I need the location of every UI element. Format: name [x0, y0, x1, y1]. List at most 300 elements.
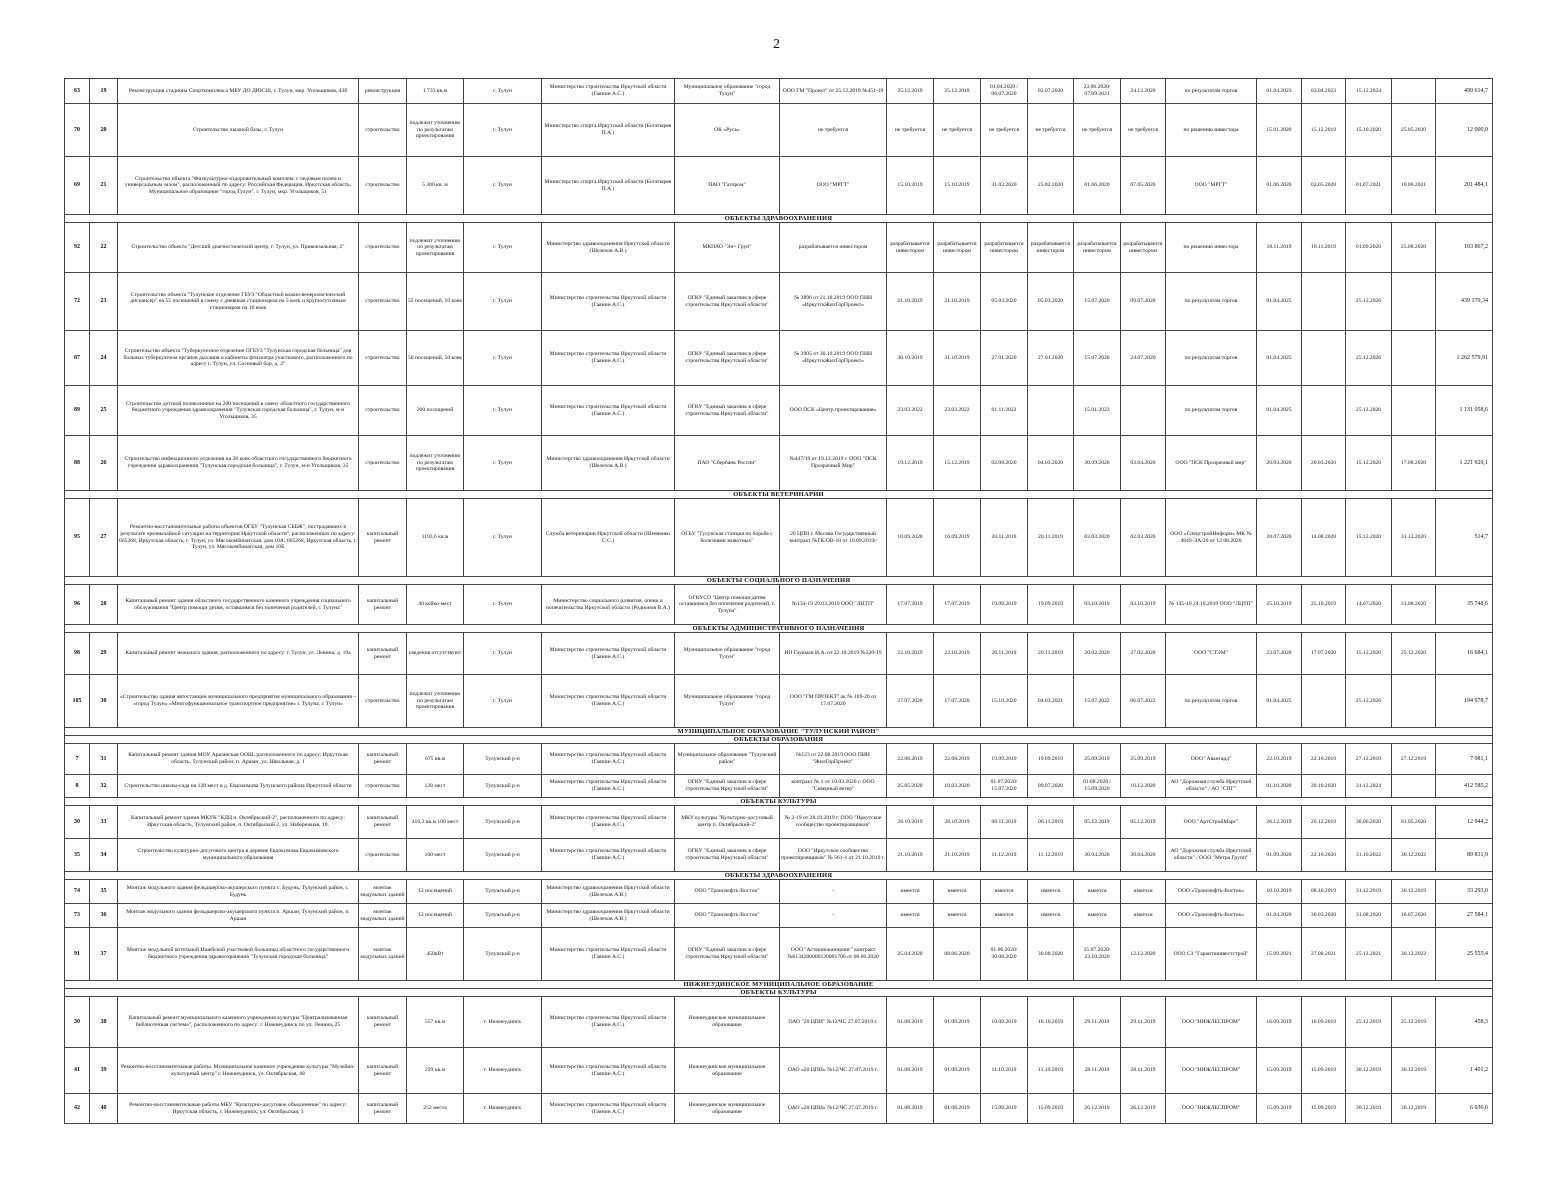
- cell-start-date-actual: 08.10.2019: [1302, 880, 1346, 904]
- cell-capacity: 675 кв.м: [407, 744, 464, 775]
- cell-object-name: Монтаж модульного здания фельдшерско-акушерского пункта с. Будунь, Тулунский район, с. Будунь: [118, 880, 359, 904]
- cell-end-date-actual: [1392, 386, 1436, 436]
- cell-object-name: Капитальный ремонт здания МКУК "КДЦ п. Октябрьский-2", расположенного по адресу: Иркутская область, Тулунский район, п. Октябрьский 2, ул. Набережная, 10.: [118, 806, 359, 839]
- cell-work-type: капитальный ремонт: [359, 744, 407, 775]
- cell-date-4: 25.02.2020: [1028, 157, 1074, 215]
- cell-date-2: 17.07.2019: [934, 585, 981, 625]
- cell-capacity: 410,2 кв.м 100 мест: [407, 806, 464, 839]
- cell-design-contractor: ООО "Астекинжиниринг" контракт №0134200000120001706 от 08.06.2020: [780, 928, 887, 981]
- section-header: НИЖНЕУДИНСКОЕ МУНИЦИПАЛЬНОЕ ОБРАЗОВАНИЕ: [65, 981, 1493, 989]
- cell-start-date: 26.12.2019: [1257, 806, 1302, 839]
- section-header: ОБЪЕКТЫ ОБРАЗОВАНИЯ: [65, 736, 1493, 744]
- cell-capacity: 128 мест: [407, 775, 464, 798]
- cell-date-1: 01.08.2019: [887, 1094, 934, 1124]
- cell-capacity: 1193,6 кв.м: [407, 499, 464, 577]
- cell-date-5: 23.06.2020/ 07.09.2021: [1074, 79, 1121, 104]
- cell-cost: 458,3: [1436, 997, 1493, 1048]
- cell-start-date-actual: 30.03.2020: [1302, 904, 1346, 928]
- cell-end-date-actual: 25.08.2020: [1392, 223, 1436, 273]
- cell-end-date: 30.06.2020: [1346, 806, 1392, 839]
- cell-item-number: 24: [90, 331, 118, 386]
- cell-date-6: 09.07.2020: [1121, 273, 1166, 331]
- cell-work-type: строительство: [359, 386, 407, 436]
- cell-start-date-actual: 25.10.2019: [1302, 585, 1346, 625]
- table-row: [65, 79, 1493, 104]
- cell-date-3: имеется: [981, 880, 1028, 904]
- cell-date-2: 21.10.2019: [934, 273, 981, 331]
- cell-date-6: 26.12.2019: [1121, 1094, 1166, 1124]
- section-header: ОБЪЕКТЫ КУЛЬТУРЫ: [65, 989, 1493, 997]
- cell-customer: ОГКУ "Единый заказчик в сфере строительства Иркутской области": [675, 839, 780, 872]
- cell-location: г. Тулун: [464, 386, 542, 436]
- section-header: МУНИЦИПАЛЬНОЕ ОБРАЗОВАНИЕ "ТУЛУНСКИЙ РАЙОН": [65, 728, 1493, 736]
- cell-date-4: 19.09.2019: [1028, 744, 1074, 775]
- cell-end-date: 30.12.2019: [1346, 1048, 1392, 1094]
- cell-date-1: 30.10.2019: [887, 331, 934, 386]
- cell-date-6: 06.07.2022: [1121, 675, 1166, 728]
- section-header: ОБЪЕКТЫ СОЦИАЛЬНОГО НАЗНАЧЕНИЯ: [65, 577, 1493, 585]
- cell-item-number: 31: [90, 744, 118, 775]
- cell-row-index: 72: [65, 273, 90, 331]
- cell-responsible-ministry: Министерство строительства Иркутской области (Гаянин А.С.): [542, 744, 675, 775]
- section-header: ОБЪЕКТЫ ЗДРАВООХРАНЕНИЯ: [65, 872, 1493, 880]
- cell-start-date: 01.04.2025: [1257, 331, 1302, 386]
- cell-contractor: по результатам торгов: [1166, 675, 1257, 728]
- cell-contractor: по результатам торгов: [1166, 331, 1257, 386]
- cell-start-date: 15.09.2021: [1257, 928, 1302, 981]
- cell-item-number: 40: [90, 1094, 118, 1124]
- cell-row-index: 8: [65, 775, 90, 798]
- cell-work-type: строительство: [359, 331, 407, 386]
- cell-contractor: по результатам торгов: [1166, 273, 1257, 331]
- cell-start-date-actual: 22.10.2020: [1302, 839, 1346, 872]
- cell-date-1: 27.07.2020: [887, 675, 934, 728]
- cell-end-date: 15.12.2024: [1346, 79, 1392, 104]
- cell-start-date: 10.10.2019: [1257, 880, 1302, 904]
- cell-location: Тулунский р-н: [464, 928, 542, 981]
- table-row: [65, 273, 1493, 331]
- cell-date-2: 16.09.2019: [934, 499, 981, 577]
- cell-location: г. Нижнеудинск: [464, 1094, 542, 1124]
- cell-object-name: Строительство школы-сада на 128 мест в д. Евдокимова Тулунского района Иркутской области: [118, 775, 359, 798]
- cell-date-2: имеется: [934, 904, 981, 928]
- cell-row-index: 87: [65, 331, 90, 386]
- cell-location: г. Тулун: [464, 104, 542, 157]
- cell-capacity: 1 733 кв.м: [407, 79, 464, 104]
- objects-table: [64, 78, 1493, 1124]
- cell-responsible-ministry: Министерство строительства Иркутской области (Гаянин А.С.): [542, 273, 675, 331]
- cell-end-date: 31.10.2022: [1346, 839, 1392, 872]
- cell-date-2: 15.12.2019: [934, 436, 981, 491]
- cell-date-5: 15.07.2020: [1074, 331, 1121, 386]
- cell-end-date: 25.12.2026: [1346, 273, 1392, 331]
- cell-date-3: 19.09.2019: [981, 744, 1028, 775]
- cell-customer: Муниципальное образование "Тулунский район": [675, 744, 780, 775]
- page-number: 2: [773, 37, 780, 52]
- cell-date-5: 05.12.2019: [1074, 806, 1121, 839]
- cell-start-date-actual: 02.05.2020: [1302, 157, 1346, 215]
- cell-row-index: 95: [65, 499, 90, 577]
- cell-location: г. Тулун: [464, 585, 542, 625]
- cell-date-6: [1121, 386, 1166, 436]
- cell-design-contractor: ОАО "20 ЦПИ" №12/ЧС 27.07.2019 г.: [780, 997, 887, 1048]
- cell-customer: МКУ культуры "Культурно-досуговый центр п. Октябрьский-2": [675, 806, 780, 839]
- cell-date-4: 19.09.2019: [1028, 585, 1074, 625]
- cell-location: Тулунский р-н: [464, 775, 542, 798]
- cell-date-3: 20.11.2019: [981, 499, 1028, 577]
- cell-date-1: 25.12.2019: [887, 79, 934, 104]
- cell-end-date: 30.12.2019: [1346, 1094, 1392, 1124]
- cell-object-name: Капитальный ремонт муниципального казенного учреждения культуры "Централизованная библиотечная система", расположенного по адресу: г. Нижнеудинск по ул. Ленина, 25: [118, 997, 359, 1048]
- cell-start-date: 16.09.2019: [1257, 997, 1302, 1048]
- cell-contractor: по решению инвестора: [1166, 104, 1257, 157]
- table-row: [65, 806, 1493, 839]
- cell-date-1: 28.10.2019: [887, 806, 934, 839]
- cell-design-contractor: № 2-19 от 28.10.2019 г. ООО "Иркутское сообщество проектировщиков": [780, 806, 887, 839]
- cell-start-date-actual: 15.09.2019: [1302, 1048, 1346, 1094]
- cell-item-number: 29: [90, 633, 118, 675]
- cell-contractor: ООО "НИЖЛЕСПРОМ": [1166, 997, 1257, 1048]
- cell-contractor: ООО "НИЖЛЕСПРОМ": [1166, 1094, 1257, 1124]
- cell-date-6: 27.02.2020: [1121, 633, 1166, 675]
- cell-capacity: 450кВт: [407, 928, 464, 981]
- cell-date-6: 03.10.2019: [1121, 585, 1166, 625]
- cell-date-4: 05.03.2020: [1028, 273, 1074, 331]
- cell-end-date-actual: 25.12.2019: [1392, 997, 1436, 1048]
- cell-object-name: Капитальный ремонт здания областного государственного казенного учреждения социального обслуживания "Центр помощи детям, оставшимся без попечения родителей, г. Тулуна": [118, 585, 359, 625]
- cell-work-type: монтаж модульных зданий: [359, 880, 407, 904]
- cell-capacity: подлежит уточнению по результатам проектирования: [407, 675, 464, 728]
- cell-date-4: 27.01.2020: [1028, 331, 1074, 386]
- table-row: [65, 331, 1493, 386]
- cell-date-5: 15.01.2023: [1074, 386, 1121, 436]
- cell-customer: ОГКУ "Единый заказчик в сфере строительства Иркутской области": [675, 386, 780, 436]
- cell-date-2: имеется: [934, 880, 981, 904]
- cell-end-date: 25.12.2026: [1346, 386, 1392, 436]
- cell-location: г. Тулун: [464, 499, 542, 577]
- cell-end-date-actual: 30.12.2019: [1392, 880, 1436, 904]
- cell-contractor: ООО "НИЖЛЕСПРОМ": [1166, 1048, 1257, 1094]
- cell-start-date: 01.04.2025: [1257, 273, 1302, 331]
- cell-capacity: 557 кв.м: [407, 997, 464, 1048]
- cell-date-6: 30.04.2020: [1121, 839, 1166, 872]
- table-row: [65, 675, 1493, 728]
- cell-item-number: 25: [90, 386, 118, 436]
- cell-start-date: 01.04.2020: [1257, 904, 1302, 928]
- table-row: [65, 839, 1493, 872]
- cell-customer: ООО "Транснефть-Восток": [675, 880, 780, 904]
- cell-object-name: Капитальный ремонт здания МОУ Аршанская ООШ, расположенного по адресу: Иркутская область, Тулунский район, п. Аршан, ул. Школьная, д. 1: [118, 744, 359, 775]
- cell-cost: 412 585,2: [1436, 775, 1493, 798]
- cell-date-6: не требуется: [1121, 104, 1166, 157]
- cell-start-date-actual: 15.09.2019: [1302, 1094, 1346, 1124]
- cell-start-date: 15.09.2019: [1257, 1048, 1302, 1094]
- cell-cost: 6 036,6: [1436, 1094, 1493, 1124]
- cell-customer: ОГКУ "Единый заказчик в сфере строительства Иркутской области": [675, 928, 780, 981]
- cell-contractor: ООО "СТЭМ": [1166, 633, 1257, 675]
- cell-row-index: 69: [65, 157, 90, 215]
- cell-date-3: 06.11.2019: [981, 806, 1028, 839]
- cell-date-2: 08.06.2020: [934, 928, 981, 981]
- cell-date-5: не требуется: [1074, 104, 1121, 157]
- cell-cost: 499 614,7: [1436, 79, 1493, 104]
- cell-end-date-actual: 31.08.2020: [1392, 585, 1436, 625]
- cell-work-type: строительство: [359, 839, 407, 872]
- cell-start-date: 01.06.2020: [1257, 157, 1302, 215]
- cell-responsible-ministry: Министерство здравоохранения Иркутской области (Шелехов А.В.): [542, 880, 675, 904]
- cell-date-1: 21.10.2019: [887, 273, 934, 331]
- cell-date-2: 10.03.2020: [934, 775, 981, 798]
- cell-date-3: 02.08.2020: [981, 436, 1028, 491]
- cell-location: Тулунский р-н: [464, 839, 542, 872]
- cell-date-4: имеется: [1028, 904, 1074, 928]
- cell-object-name: Строительство объекта "Детский диагностический центр, г. Тулун, ул. Привокзальная, 2": [118, 223, 359, 273]
- cell-date-6: разрабатывается инвестором: [1121, 223, 1166, 273]
- cell-start-date: 25.10.2019: [1257, 585, 1302, 625]
- cell-location: Тулунский р-н: [464, 904, 542, 928]
- cell-end-date-actual: [1392, 79, 1436, 104]
- cell-end-date-actual: 30.12.2022: [1392, 928, 1436, 981]
- cell-capacity: 5 300 кв. м: [407, 157, 464, 215]
- cell-start-date-actual: 14.08.2020: [1302, 499, 1346, 577]
- cell-date-1: разрабатывается инвестором: [887, 223, 934, 273]
- cell-date-3: 11.10.2019: [981, 1048, 1028, 1094]
- cell-design-contractor: ООО "ГМ ПРОЕКТ" ак № 169-20 от 17.07.2020: [780, 675, 887, 728]
- cell-start-date-actual: 17.07.2020: [1302, 633, 1346, 675]
- cell-design-contractor: разрабатывается инвестором: [780, 223, 887, 273]
- cell-capacity: подлежит уточнению по результатам проектирования: [407, 223, 464, 273]
- cell-start-date: 01.04.2023: [1257, 79, 1302, 104]
- cell-row-index: 30: [65, 997, 90, 1048]
- cell-end-date: 15.12.2020: [1346, 436, 1392, 491]
- cell-design-contractor: ООО ГМ "Проект" от 25.12.2019 №451-19: [780, 79, 887, 104]
- cell-design-contractor: №447/19 от 19.12.2019 г. ООО "ПСК Прозрачный Мир": [780, 436, 887, 491]
- cell-item-number: 26: [90, 436, 118, 491]
- cell-design-contractor: ИП Гаукман И.А. от 22.10.2019 №320-19: [780, 633, 887, 675]
- cell-date-2: 22.10.2019: [934, 633, 981, 675]
- cell-date-6: 10.12.2020: [1121, 775, 1166, 798]
- cell-design-contractor: ООО "МРГТ": [780, 157, 887, 215]
- cell-cost: 16 684,1: [1436, 633, 1493, 675]
- cell-date-3: имеется: [981, 904, 1028, 928]
- cell-date-5: 15.07.2020/ 23.10.2020: [1074, 928, 1121, 981]
- cell-work-type: строительство: [359, 273, 407, 331]
- cell-cost: 33 293,0: [1436, 880, 1493, 904]
- table-row: [65, 1094, 1493, 1124]
- cell-date-3: 11.12.2019: [981, 839, 1028, 872]
- cell-customer: ПАО "Газпром": [675, 157, 780, 215]
- cell-location: г. Тулун: [464, 157, 542, 215]
- table-row: [65, 744, 1493, 775]
- cell-date-4: 20.11.2019: [1028, 499, 1074, 577]
- section-header-row: [65, 989, 1493, 997]
- cell-date-6: 25.09.2019: [1121, 744, 1166, 775]
- cell-start-date-actual: 26.12.2019: [1302, 806, 1346, 839]
- cell-work-type: строительство: [359, 675, 407, 728]
- cell-cost: 439 179,34: [1436, 273, 1493, 331]
- section-header-row: [65, 872, 1493, 880]
- cell-object-name: Строительство культурно-досугового центра в деревне Евдокимова Евдокимовского муниципального образования: [118, 839, 359, 872]
- cell-date-4: 11.10.2019: [1028, 1048, 1074, 1094]
- cell-responsible-ministry: Министерство строительства Иркутской области (Гаянин А.С.): [542, 386, 675, 436]
- cell-date-6: 02.03.2020: [1121, 499, 1166, 577]
- cell-object-name: Ремонтно-восстановительные работы МБУ "Культурно-досуговое объединение" по адресу: Иркутская область, г. Нижнеудинск, ул. Октябрьская, 3: [118, 1094, 359, 1124]
- cell-date-5: 25.09.2019: [1074, 744, 1121, 775]
- cell-date-2: 17.07.2020: [934, 675, 981, 728]
- cell-object-name: Монтаж модульной котельной Ишейской участковой больницы областного государственного бюджетного учреждения здравоохранения "Тулунская городская больница": [118, 928, 359, 981]
- cell-date-3: не требуется: [981, 104, 1028, 157]
- cell-object-name: Ремонтно-восстановительные работы. Муниципальное казенное учреждение культуры "Музейно-культурный центр" г. Нижнеудинск, ул. Октябрьская, 40: [118, 1048, 359, 1094]
- table-row: [65, 104, 1493, 157]
- cell-start-date-actual: 22.10.2019: [1302, 744, 1346, 775]
- cell-cost: 7 981,1: [1436, 744, 1493, 775]
- cell-contractor: ООО "АртСтройМарс": [1166, 806, 1257, 839]
- cell-responsible-ministry: Министерство строительства Иркутской области (Гаянин А.С.): [542, 633, 675, 675]
- cell-date-4: не требуется: [1028, 104, 1074, 157]
- cell-cost: 1 131 058,6: [1436, 386, 1493, 436]
- cell-start-date-actual: [1302, 675, 1346, 728]
- cell-item-number: 38: [90, 997, 118, 1048]
- cell-object-name: Строительство объекта "Тулунское отделение ГБУЗ "Областной кожно-венерологический диспансер" на 55 посещений в смену с дневным стационаром на 5 коек и круглосуточным стационаром на 10 коек: [118, 273, 359, 331]
- cell-date-1: 23.03.2022: [887, 386, 934, 436]
- cell-date-1: 21.10.2019: [887, 839, 934, 872]
- cell-end-date-actual: 30.12.2019: [1392, 1048, 1436, 1094]
- cell-date-5: 15.07.2020: [1074, 273, 1121, 331]
- cell-item-number: 27: [90, 499, 118, 577]
- cell-design-contractor: №134-19 29.03.2019 ООО "ЛЦТП": [780, 585, 887, 625]
- cell-responsible-ministry: Министерство здравоохранения Иркутской области (Шелехов А.В.): [542, 223, 675, 273]
- cell-end-date: 31.12.2024: [1346, 775, 1392, 798]
- cell-responsible-ministry: Министерство здравоохранения Иркутской области (Шелехов А.В.): [542, 436, 675, 491]
- cell-date-2: 23.03.2022: [934, 386, 981, 436]
- cell-row-index: 89: [65, 386, 90, 436]
- cell-item-number: 32: [90, 775, 118, 798]
- cell-start-date-actual: 16.09.2019: [1302, 997, 1346, 1048]
- cell-date-1: 15.10.2019: [887, 157, 934, 215]
- cell-start-date: 20.07.2020: [1257, 499, 1302, 577]
- cell-responsible-ministry: Министерство спорта Иркутской области (Богатырев П.А.): [542, 157, 675, 215]
- cell-responsible-ministry: Министерство здравоохранения Иркутской области (Шелехов А.В.): [542, 904, 675, 928]
- cell-date-4: [1028, 386, 1074, 436]
- cell-design-contractor: 20 ЦПИ г. Москва Государственный контракт №ГК/ОВ-10 от 10.09.2019г: [780, 499, 887, 577]
- cell-item-number: 34: [90, 839, 118, 872]
- cell-end-date: 01.09.2020: [1346, 223, 1392, 273]
- cell-capacity: 252 места: [407, 1094, 464, 1124]
- cell-customer: Муниципальное образование "город Тулун": [675, 633, 780, 675]
- cell-end-date-actual: [1392, 675, 1436, 728]
- cell-row-index: 96: [65, 585, 90, 625]
- cell-item-number: 23: [90, 273, 118, 331]
- cell-date-4: 11.12.2019: [1028, 839, 1074, 872]
- cell-row-index: 73: [65, 904, 90, 928]
- cell-end-date-actual: [1392, 331, 1436, 386]
- cell-design-contractor: ОАО «20 ЦПИ» №12/ЧС 27.07.2019 г.: [780, 1048, 887, 1094]
- cell-row-index: 41: [65, 1048, 90, 1094]
- cell-date-2: 31.10.2019: [934, 331, 981, 386]
- cell-date-3: 10.09.2019: [981, 997, 1028, 1048]
- table-row: [65, 499, 1493, 577]
- cell-location: Тулунский р-н: [464, 880, 542, 904]
- cell-start-date: 22.10.2019: [1257, 744, 1302, 775]
- cell-customer: Нижнеудинское муниципальное образование: [675, 1094, 780, 1124]
- cell-responsible-ministry: Министерство строительства Иркутской области (Гаянин А.С.): [542, 79, 675, 104]
- cell-item-number: 21: [90, 157, 118, 215]
- cell-contractor: ООО СЗ "Гарантиинвестстрой": [1166, 928, 1257, 981]
- cell-date-4: 04.03.2021: [1028, 675, 1074, 728]
- section-header-row: [65, 215, 1493, 223]
- section-header-row: [65, 798, 1493, 806]
- cell-customer: Муниципальное образование "город Тулун": [675, 79, 780, 104]
- cell-location: г. Тулун: [464, 331, 542, 386]
- cell-end-date-actual: 31.12.2020: [1392, 499, 1436, 577]
- cell-end-date-actual: 16.07.2020: [1392, 904, 1436, 928]
- cell-start-date: 01.04.2025: [1257, 386, 1302, 436]
- cell-date-6: 07.05.2020: [1121, 157, 1166, 215]
- cell-row-index: 70: [65, 104, 90, 157]
- cell-object-name: Строительство объекта "Туберкулезное отделение ОГБУЗ "Тулунская городская больница" для больных туберкулезом органов дыхания и кабинеты фтизиатра участкового, расположенного по адресу г. Тулун, ул. Сосновый бор, д. 2": [118, 331, 359, 386]
- cell-customer: ОК «Русь»: [675, 104, 780, 157]
- table-row: [65, 436, 1493, 491]
- cell-row-index: 92: [65, 223, 90, 273]
- cell-end-date-actual: [1392, 775, 1436, 798]
- table-row: [65, 880, 1493, 904]
- cell-date-3: 15.09.2019: [981, 1094, 1028, 1124]
- cell-item-number: 35: [90, 880, 118, 904]
- cell-date-2: 15.10.2019: [934, 157, 981, 215]
- table-row: [65, 997, 1493, 1048]
- cell-end-date: 15.10.2020: [1346, 104, 1392, 157]
- cell-date-5: имеется: [1074, 880, 1121, 904]
- cell-start-date: 18.11.2019: [1257, 223, 1302, 273]
- cell-item-number: 37: [90, 928, 118, 981]
- cell-row-index: 42: [65, 1094, 90, 1124]
- cell-end-date-actual: 17.08.2020: [1392, 436, 1436, 491]
- cell-date-1: 01.08.2019: [887, 1048, 934, 1094]
- cell-object-name: Строительство детской поликлиники на 200 посещений в смену областного государственного бюджетного учреждения здравоохранения "Тулунская городская больница", г. Тулун, м-н Угольщиков, 35: [118, 386, 359, 436]
- cell-end-date: 14.07.2020: [1346, 585, 1392, 625]
- cell-responsible-ministry: Министерство социального развития, опеки и попечительства Иркутской области (Родионов В.А.): [542, 585, 675, 625]
- cell-contractor: по результатам торгов: [1166, 386, 1257, 436]
- cell-cost: 89 831,9: [1436, 839, 1493, 872]
- cell-date-4: 02.07.2020: [1028, 79, 1074, 104]
- cell-date-2: 01.08.2019: [934, 1048, 981, 1094]
- cell-date-5: 20.02.2020: [1074, 633, 1121, 675]
- cell-date-2: 01.08.2019: [934, 1094, 981, 1124]
- section-header: ОБЪЕКТЫ КУЛЬТУРЫ: [65, 798, 1493, 806]
- cell-date-4: 04.03.2020: [1028, 436, 1074, 491]
- cell-date-3: 01.04.2020 / 06.07.2020: [981, 79, 1028, 104]
- cell-end-date: 25.12.2026: [1346, 331, 1392, 386]
- cell-date-2: 01.08.2019: [934, 997, 981, 1048]
- cell-capacity: сведения отсутствуют: [407, 633, 464, 675]
- cell-date-2: 28.10.2019: [934, 806, 981, 839]
- cell-item-number: 22: [90, 223, 118, 273]
- cell-contractor: по решению инвестора: [1166, 223, 1257, 273]
- cell-work-type: капитальный ремонт: [359, 997, 407, 1048]
- cell-location: г. Тулун: [464, 675, 542, 728]
- cell-item-number: 33: [90, 806, 118, 839]
- cell-location: г. Тулун: [464, 79, 542, 104]
- cell-contractor: по результатам торгов: [1166, 79, 1257, 104]
- cell-capacity: подлежит уточнению по результатам проектирования: [407, 436, 464, 491]
- cell-work-type: капитальный ремонт: [359, 1094, 407, 1124]
- cell-object-name: Реконструкция стадиона Спорткомплекса МБУ ДО ДЮСШ, г. Тулун, мкр. Угольщиков, 43б: [118, 79, 359, 104]
- cell-item-number: 19: [90, 79, 118, 104]
- cell-end-date: 15.12.2020: [1346, 633, 1392, 675]
- cell-row-index: 88: [65, 436, 90, 491]
- cell-item-number: 30: [90, 675, 118, 728]
- cell-date-5: 26.12.2019: [1074, 1094, 1121, 1124]
